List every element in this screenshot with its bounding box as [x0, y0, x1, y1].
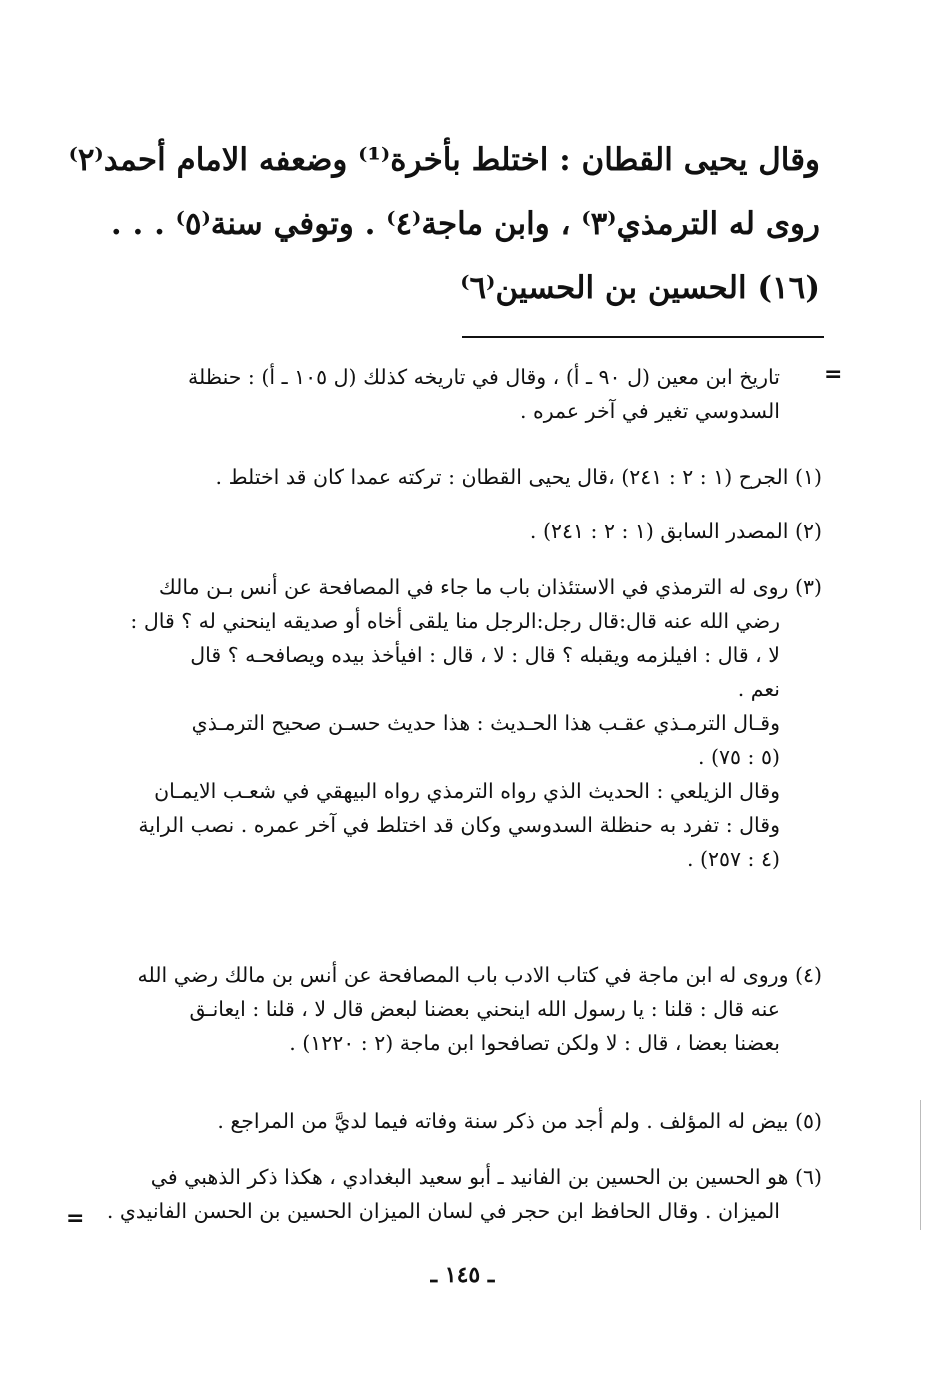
footnote-6 [106, 1160, 822, 1228]
footnote-5 [110, 1104, 822, 1138]
footnote-line: رضي الله عنه قال:قال رجل:الرجل منا يلقى أخاه أو صديقه اينحني له ؟ قال : [130, 609, 780, 633]
footnote-3 [110, 570, 822, 876]
page-number: ـ ١٤٥ ـ [430, 1262, 495, 1288]
main-text-line: روى له الترمذي⁽٣⁾ ، وابن ماجة⁽٤⁾ . وتوفي سنة⁽٥⁾ . . . [110, 206, 820, 242]
footnote-line: (٤ : ٢٥٧) . [686, 847, 780, 871]
footnote-1 [110, 460, 822, 494]
footnote-2 [110, 514, 822, 548]
footnote-line: وقال الزيلعي : الحديث الذي رواه الترمذي رواه البيهقي في شعـب الايمـان [154, 779, 780, 803]
main-text-line: وقال يحيى القطان : اختلط بأخرة⁽¹⁾ وضعفه الامام أحمد⁽٢⁾ [68, 142, 820, 178]
footnote-line: تاريخ ابن معين (ل ٩٠ ـ أ) ، وقال في تاريخه كذلك (ل ١٠٥ ـ أ) : حنظلة [187, 365, 780, 389]
footnote-line: وقـال الترمـذي عقـب هذا الحـديث : هذا حديث حسـن صحيح الترمـذي [191, 711, 780, 735]
continuation-mark-bottom: = [66, 1206, 85, 1231]
footnote-line: نعم . [737, 677, 780, 701]
footnote-continued [110, 360, 780, 428]
footnote-line: الميزان . وقال الحافظ ابن حجر في لسان الميزان الحسين بن الحسن الفانيدي . [106, 1199, 780, 1223]
footnote-line: لا ، قال : افيلزمه ويقبله ؟ قال : لا ، قال : افيأخذ بيده ويصافحـه ؟ قال [190, 643, 780, 667]
footnote-line: عنه قال : قلنا : يا رسول الله اينحني بعضنا لبعض قال لا ، قلنا : ايعانـق [189, 997, 780, 1021]
footnote-line: (١) الجرح (١ : ٢ : ٢٤١) ،قال يحيى القطان : تركته عمدا كان قد اختلط . [215, 465, 822, 489]
footnote-line: السدوسي تغير في آخر عمره . [519, 399, 780, 423]
footnote-separator [462, 336, 824, 338]
footnote-line: وقال : تفرد به حنظلة السدوسي وكان قد اختلط في آخر عمره . نصب الراية [138, 813, 780, 837]
main-text [68, 128, 820, 320]
continuation-mark-top: = [824, 362, 843, 387]
footnote-line: (٦) هو الحسين بن الحسين بن الفانيد ـ أبو سعيد البغدادي ، هكذا ذكر الذهبي في [150, 1165, 822, 1189]
main-text-line: (١٦) الحسين بن الحسين⁽٦⁾ [460, 270, 820, 306]
footnote-line: (٣) روى له الترمذي في الاستئذان باب ما جاء في المصافحة عن أنس بـن مالك [158, 575, 822, 599]
scan-edge-line [920, 1100, 921, 1230]
footnote-line: (٥) بيض له المؤلف . ولم أجد من ذكر سنة وفاته فيما لديَّ من المراجع . [217, 1109, 822, 1133]
footnote-4 [110, 958, 822, 1060]
footnote-line: (٤) وروى له ابن ماجة في كتاب الادب باب المصافحة عن أنس بن مالك رضي الله [137, 963, 822, 987]
footnote-line: (٢) المصدر السابق (١ : ٢ : ٢٤١) . [529, 519, 822, 543]
footnote-line: بعضنا بعضا ، قال : لا ولكن تصافحوا ابن ماجة (٢ : ١٢٢٠) . [289, 1031, 780, 1055]
footnote-line: (٥ : ٧٥) . [697, 745, 780, 769]
